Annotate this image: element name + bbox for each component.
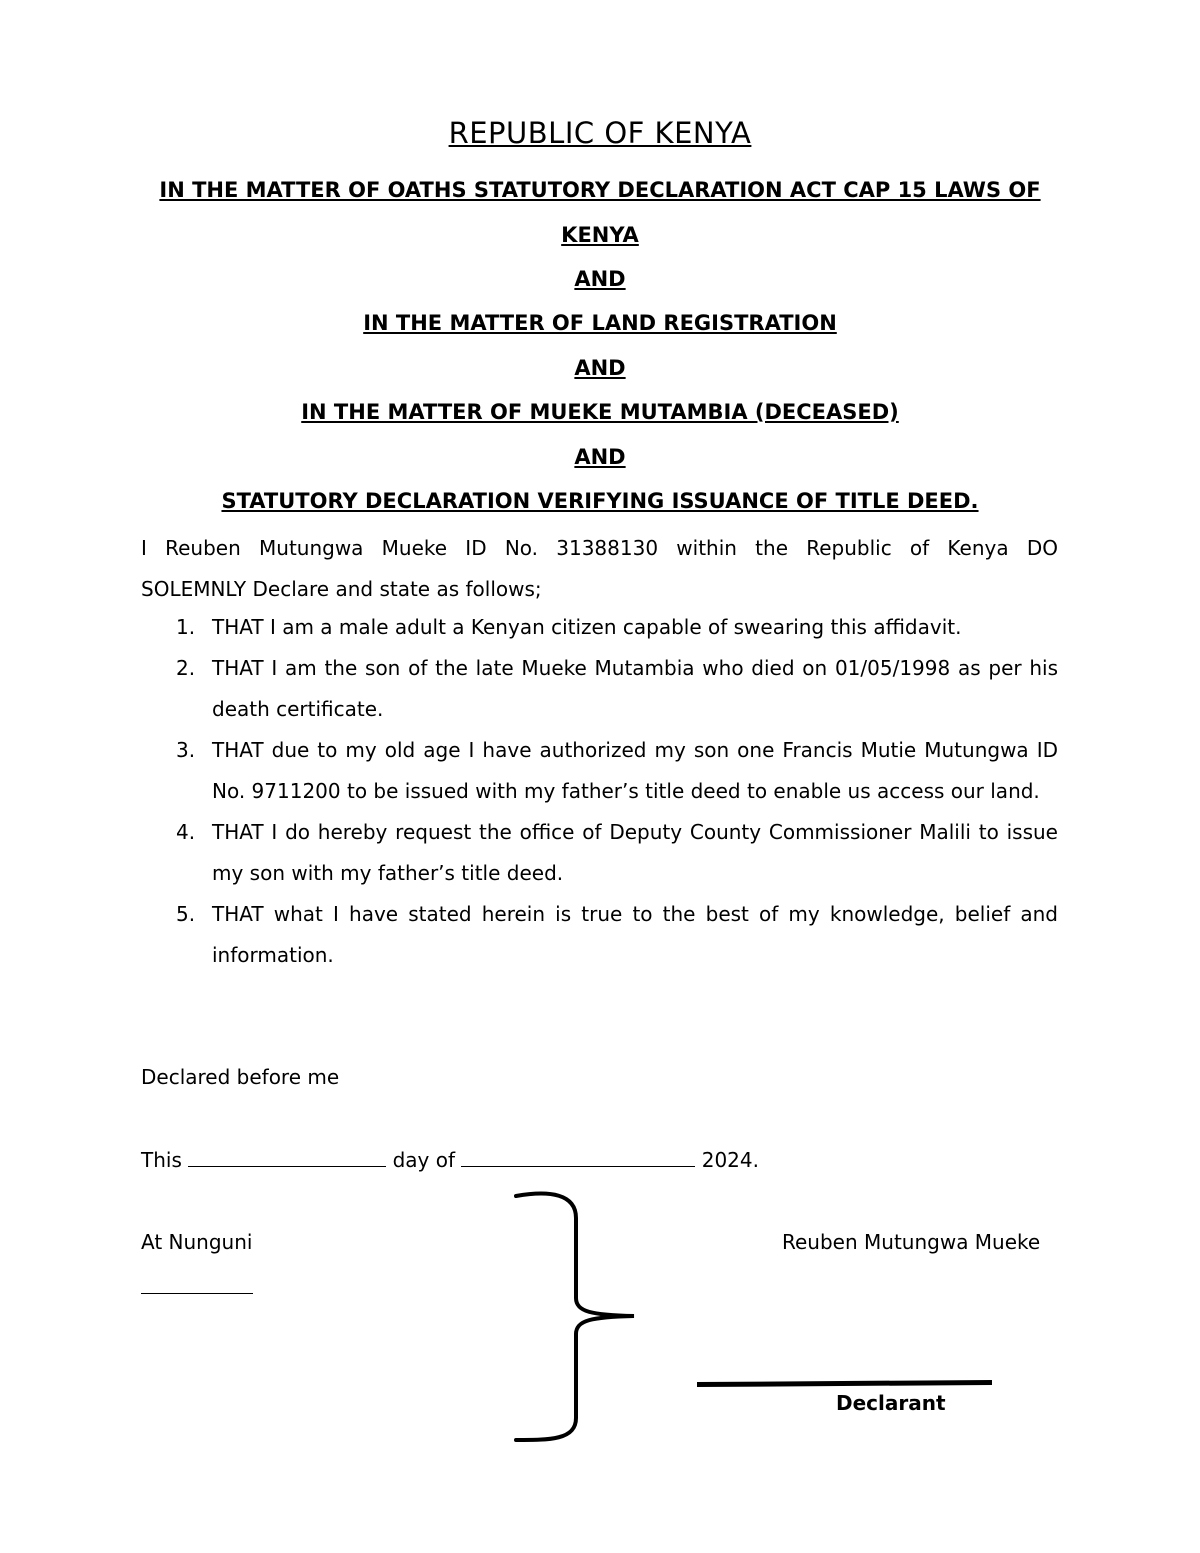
right-brace-icon: [510, 1188, 650, 1448]
at-place-label: At Nunguni: [141, 1230, 253, 1254]
declarant-signature-line: [697, 1380, 992, 1387]
list-item: [141, 607, 1058, 648]
intro-line-1: I Reuben Mutungwa Mueke ID No. 31388130 within the Republic of Kenya DO: [141, 536, 1058, 560]
list-item-number: 1.: [176, 615, 196, 639]
heading-deceased: IN THE MATTER OF MUEKE MUTAMBIA (DECEASED): [301, 400, 899, 424]
heading-and-3: AND: [574, 445, 626, 469]
heading-statutory-declaration: STATUTORY DECLARATION VERIFYING ISSUANCE OF TITLE DEED.: [221, 489, 979, 513]
place-signature-blank: [141, 1293, 253, 1294]
heading-and-2: AND: [574, 356, 626, 380]
document-title: REPUBLIC OF KENYA: [448, 116, 752, 150]
list-item: [141, 812, 1058, 894]
heading-oaths-act: IN THE MATTER OF OATHS STATUTORY DECLARATION ACT CAP 15 LAWS OF: [159, 178, 1041, 202]
declared-before-label: Declared before me: [141, 1065, 340, 1089]
list-item-number: 2.: [176, 656, 196, 680]
list-item-number: 5.: [176, 902, 196, 926]
list-item-text: THAT I am the son of the late Mueke Mutambia who died on 01/05/1998 as per his death certificate.: [212, 656, 1058, 721]
list-item-number: 4.: [176, 820, 196, 844]
list-item: [141, 894, 1058, 976]
month-blank: [461, 1148, 695, 1167]
declarant-name: Reuben Mutungwa Mueke: [782, 1230, 1041, 1254]
list-item-text: THAT what I have stated herein is true to the best of my knowledge, belief and information.: [212, 902, 1058, 967]
this-label: This: [141, 1148, 182, 1172]
intro-line-2: SOLEMNLY Declare and state as follows;: [141, 577, 542, 601]
list-item: [141, 730, 1058, 812]
list-item-text: THAT due to my old age I have authorized my son one Francis Mutie Mutungwa ID No. 9711200 to be issued with my father’s title deed to enable us access our land.: [212, 738, 1058, 803]
intro-paragraph: [141, 528, 1058, 610]
heading-land-registration: IN THE MATTER OF LAND REGISTRATION: [363, 311, 837, 335]
list-item-text: THAT I do hereby request the office of Deputy County Commissioner Malili to issue my son with my father’s title deed.: [212, 820, 1058, 885]
declarant-label: Declarant: [836, 1391, 946, 1415]
heading-kenya: KENYA: [561, 223, 639, 247]
date-line: [141, 1148, 759, 1172]
list-item: [141, 648, 1058, 730]
declaration-list: [141, 607, 1058, 976]
list-item-text: THAT I am a male adult a Kenyan citizen capable of swearing this affidavit.: [212, 615, 962, 639]
day-of-label: day of: [392, 1148, 456, 1172]
list-item-number: 3.: [176, 738, 196, 762]
day-blank: [188, 1148, 386, 1167]
heading-and-1: AND: [574, 267, 626, 291]
year-label: 2024.: [701, 1148, 759, 1172]
